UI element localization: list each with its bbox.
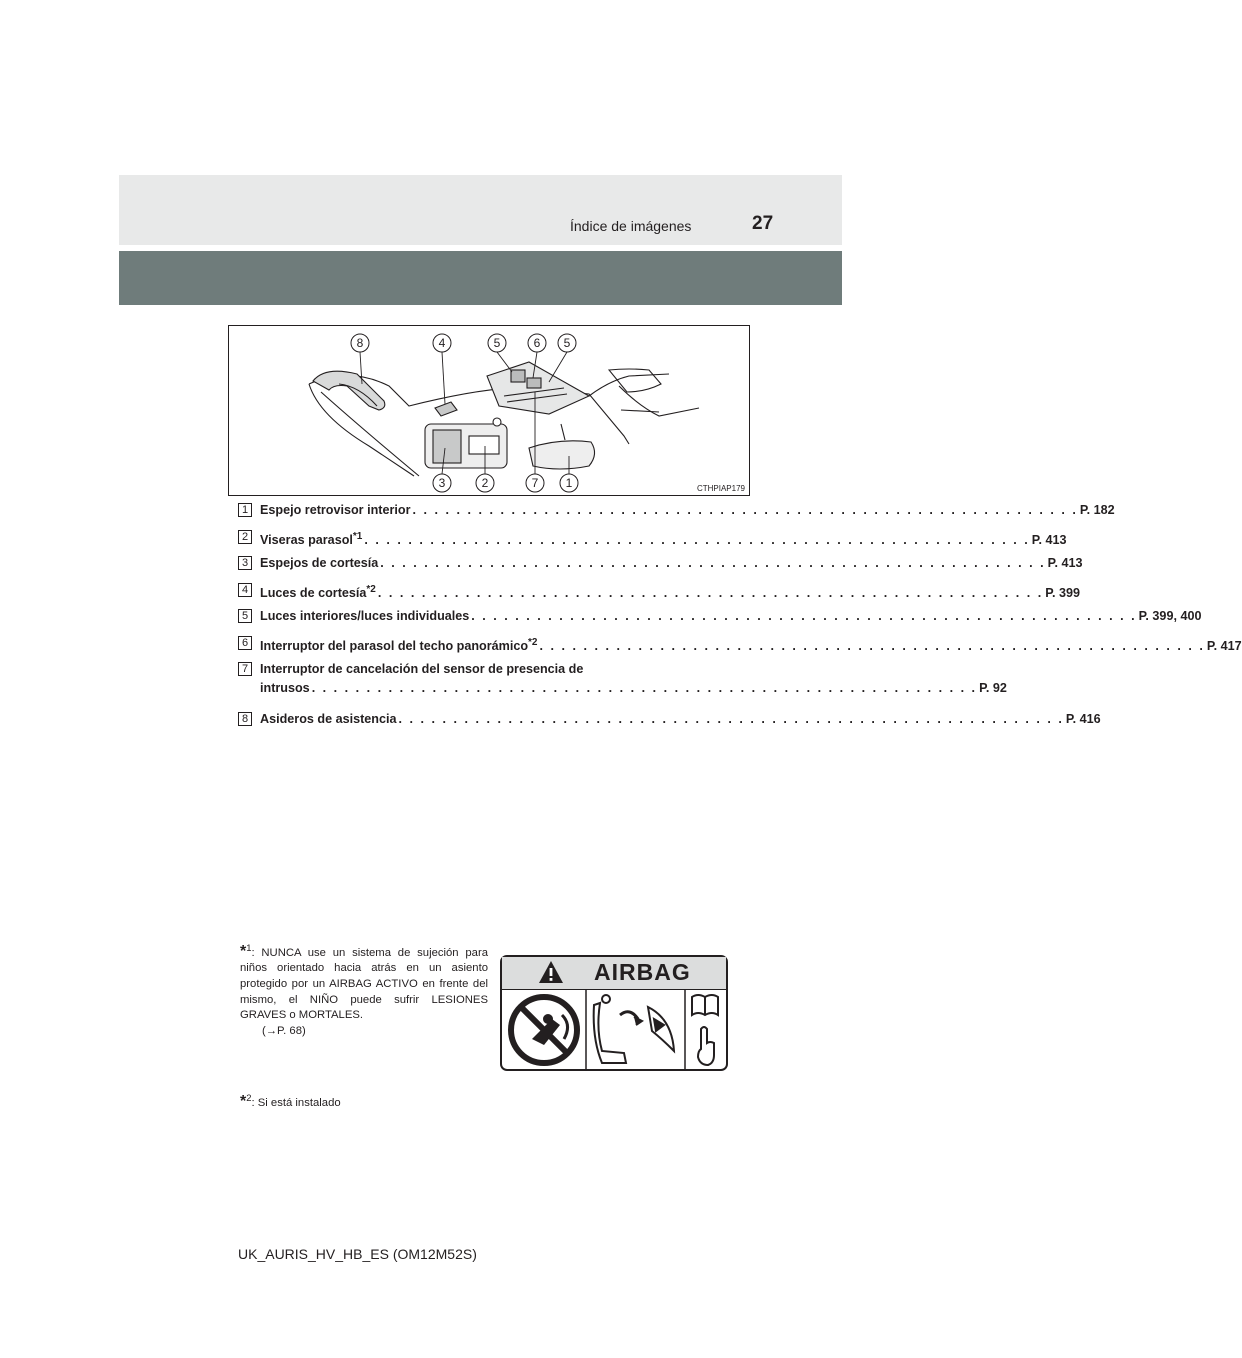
footnote-marker: *2 <box>366 583 376 595</box>
callout-7: 7 <box>531 476 539 490</box>
footnote-number: 1 <box>246 942 252 953</box>
airbag-title: AIRBAG <box>594 959 691 985</box>
item-list <box>238 500 1242 736</box>
footnote-star: * <box>240 1092 247 1110</box>
item-number: 3 <box>238 556 252 570</box>
footnote-1 <box>240 940 488 1039</box>
page-reference[interactable]: P. 182 <box>1079 503 1115 517</box>
page-reference[interactable]: P. 92 <box>979 681 1007 695</box>
callout-5b: 5 <box>563 336 571 350</box>
header-dark-band <box>119 251 842 305</box>
footnote-reference[interactable]: (→P. 68) <box>262 1024 306 1037</box>
item-number: 5 <box>238 609 252 623</box>
item-label: Luces interiores/luces individuales <box>260 609 470 623</box>
item-number: 8 <box>238 712 252 726</box>
footnote-marker: *1 <box>352 530 363 542</box>
footnote-2 <box>240 1092 341 1111</box>
leader-dots: . . . . . . . . . . . . . . . . . . . . . . . . . . . . . . . . . . . . . . . . . . . . . . . . . . . . . . . . . . . . . <box>412 503 1078 517</box>
airbag-label-pictograms <box>502 989 726 1071</box>
header-band <box>119 175 842 245</box>
item-number: 4 <box>238 583 252 597</box>
item-label: Viseras parasol <box>260 532 353 547</box>
page-reference[interactable]: P. 413 <box>1031 532 1067 547</box>
seat-airbag-icon <box>594 995 674 1063</box>
list-item <box>238 633 1242 660</box>
figure-callouts-bottom <box>433 474 578 492</box>
page-number: 27 <box>752 213 774 234</box>
page-reference[interactable]: P. 399 <box>1045 585 1081 600</box>
callout-1: 1 <box>565 476 573 490</box>
item-label: Espejo retrovisor interior <box>260 503 411 517</box>
item-number: 6 <box>238 636 252 650</box>
list-item <box>238 709 1101 736</box>
leader-dots: . . . . . . . . . . . . . . . . . . . . . . . . . . . . . . . . . . . . . . . . . . . . . . . . . . . . . . . . . . . . . <box>380 556 1046 570</box>
item-number: 7 <box>238 662 252 676</box>
footnote-star: * <box>240 942 247 960</box>
footnote-text: : NUNCA use un sistema de sujeción para niños orientado hacia atrás en un asiento protegido por un AIRBAG ACTIVO en frente del mismo, el NIÑO puede sufrir LESIONES GRAVES o MORTALES. <box>240 946 488 1022</box>
item-label: Luces de cortesía <box>260 585 367 600</box>
list-item <box>238 500 1115 527</box>
leader-dots: . . . . . . . . . . . . . . . . . . . . . . . . . . . . . . . . . . . . . . . . . . . . . . . . . . . . . . . . . . . . . <box>377 585 1044 600</box>
callout-4: 4 <box>438 336 446 350</box>
footnote-text: : Si está instalado <box>251 1096 341 1109</box>
leader-dots: . . . . . . . . . . . . . . . . . . . . . . . . . . . . . . . . . . . . . . . . . . . . . . . . . . . . . . . . . . . . . <box>471 609 1137 623</box>
item-label: intrusos <box>260 681 310 695</box>
page-reference[interactable]: P. 417 <box>1206 638 1242 653</box>
footnote-number: 2 <box>246 1092 252 1103</box>
leader-dots: . . . . . . . . . . . . . . . . . . . . . . . . . . . . . . . . . . . . . . . . . . . . . . . . . . . . . . . . . . . . . <box>539 638 1205 653</box>
figure-code: CTHPIAP179 <box>696 484 745 493</box>
item-number: 1 <box>238 503 252 517</box>
callout-2: 2 <box>481 476 489 490</box>
page-reference[interactable]: P. 399, 400 <box>1138 609 1202 623</box>
document-code: UK_AURIS_HV_HB_ES (OM12M52S) <box>238 1246 477 1262</box>
leader-dots: . . . . . . . . . . . . . . . . . . . . . . . . . . . . . . . . . . . . . . . . . . . . . . . . . . . . . . . . . . . . . <box>311 681 978 695</box>
list-item <box>238 606 1202 633</box>
footnote-marker: *2 <box>528 636 538 648</box>
item-label: Asideros de asistencia <box>260 712 397 726</box>
warning-triangle-icon <box>538 960 564 984</box>
airbag-warning-label <box>500 955 728 1071</box>
leader-dots: . . . . . . . . . . . . . . . . . . . . . . . . . . . . . . . . . . . . . . . . . . . . . . . . . . . . . . . . . . . . . <box>398 712 1064 726</box>
list-item <box>238 553 1083 580</box>
leader-dots: . . . . . . . . . . . . . . . . . . . . . . . . . . . . . . . . . . . . . . . . . . . . . . . . . . . . . . . . . . . . . <box>364 532 1030 547</box>
page-reference[interactable]: P. 413 <box>1047 556 1083 570</box>
manual-book-icon <box>692 995 718 1065</box>
list-item <box>238 580 1081 607</box>
callout-5a: 5 <box>493 336 501 350</box>
item-label-line1: Interruptor de cancelación del sensor de presencia de <box>260 662 584 676</box>
airbag-label-header <box>502 957 726 990</box>
item-number: 2 <box>238 530 252 544</box>
section-title: Índice de imágenes <box>570 218 692 234</box>
no-child-seat-icon <box>511 997 577 1063</box>
overhead-console-figure <box>228 325 750 496</box>
callout-3: 3 <box>438 476 446 490</box>
item-label: Espejos de cortesía <box>260 556 379 570</box>
list-item <box>238 659 1007 709</box>
figure-callouts-top <box>351 334 576 352</box>
list-item <box>238 527 1067 554</box>
page-reference[interactable]: P. 416 <box>1065 712 1101 726</box>
item-label: Interruptor del parasol del techo panorámico <box>260 638 529 653</box>
callout-8: 8 <box>356 336 364 350</box>
figure-illustration <box>229 326 751 497</box>
callout-6: 6 <box>533 336 541 350</box>
